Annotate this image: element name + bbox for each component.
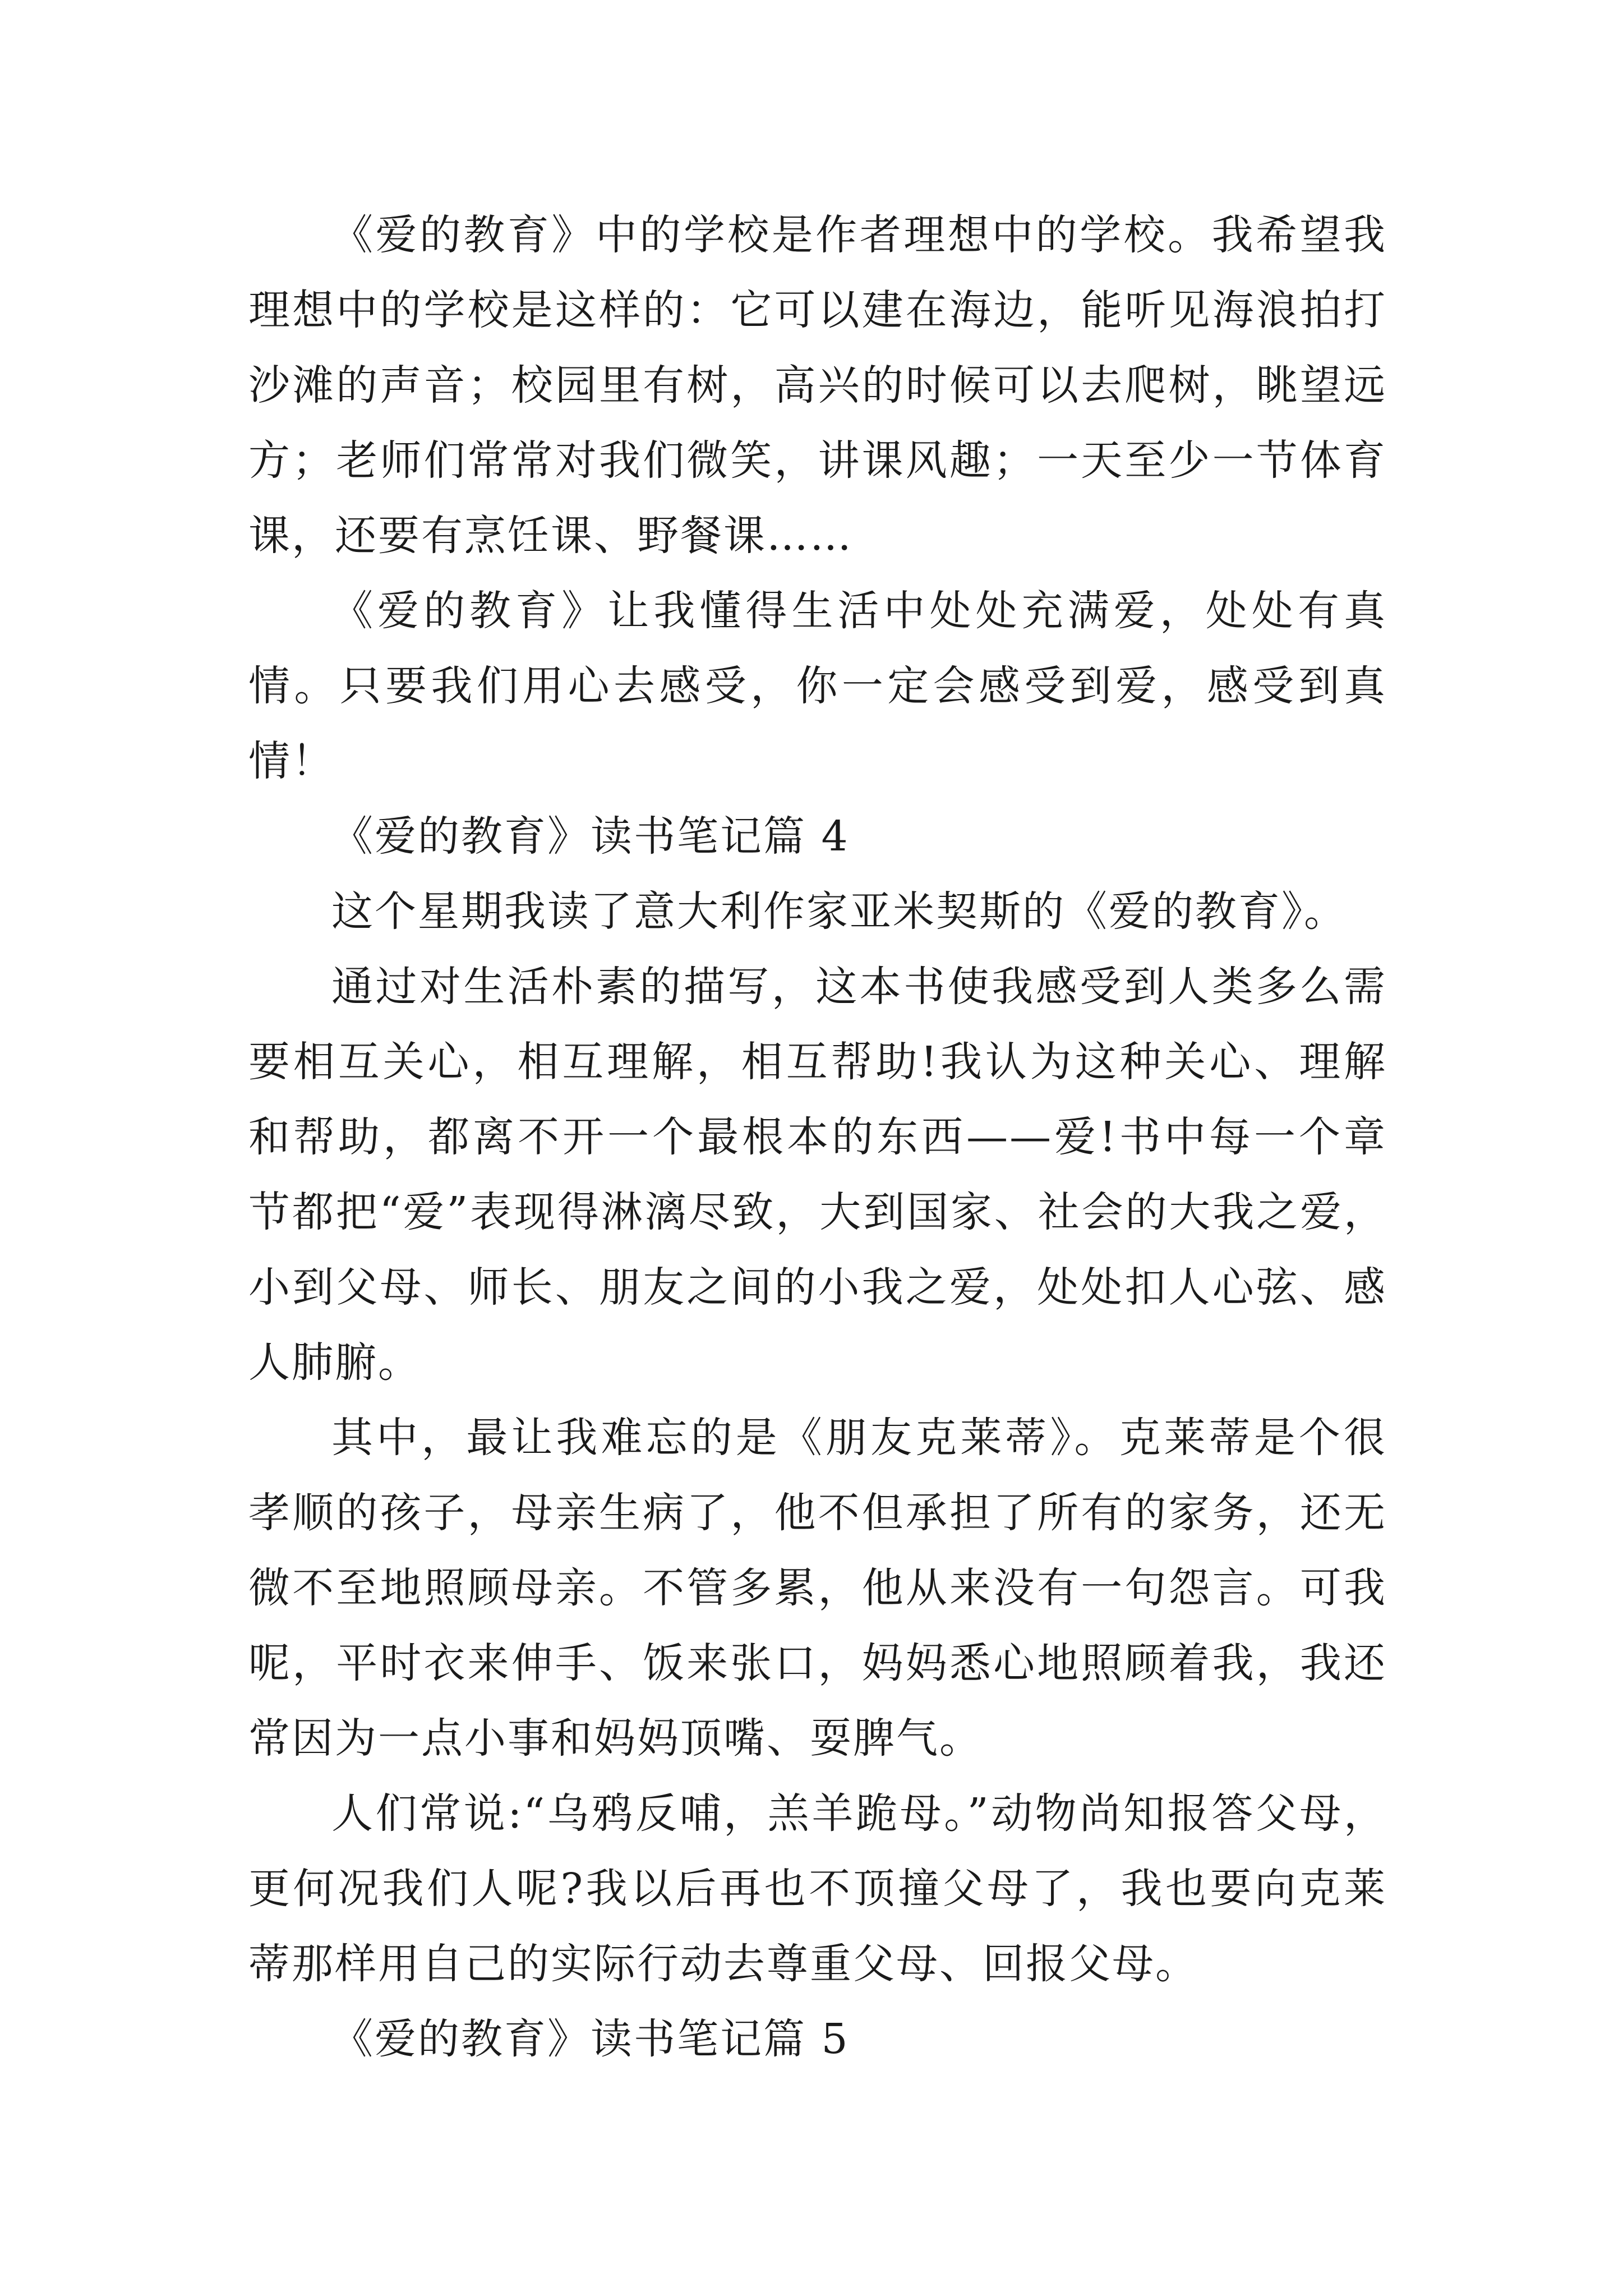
document-body — [248, 197, 1387, 2077]
section-heading-4: 《爱的教育》读书笔记篇 4 — [331, 812, 850, 861]
paragraph-ideal-school: 《爱的教育》中的学校是作者理想中的学校。我希望我理想中的学校是这样的：它可以建在海边，能听见海浪拍打沙滩的声音；校园里有树，高兴的时候可以去爬树，眺望远方；老师们常常对我们微笑，讲课风趣；一天至少一节体育课，还要有烹饪课、野餐课…… — [248, 211, 1387, 560]
paragraph-love-everywhere: 《爱的教育》让我懂得生活中处处充满爱，处处有真情。只要我们用心去感受，你一定会感受到爱，感受到真情！ — [248, 587, 1387, 785]
paragraph-read-this-week: 这个星期我读了意大利作家亚米契斯的《爱的教育》。 — [331, 887, 1347, 936]
paragraph-filial-piety: 人们常说:“乌鸦反哺，羔羊跪母。”动物尚知报答父母，更何况我们人呢?我以后再也不顶撞父母了，我也要向克莱蒂那样用自己的实际行动去尊重父母、回报父母。 — [248, 1789, 1387, 1988]
section-heading-5: 《爱的教育》读书笔记篇 5 — [331, 2015, 850, 2063]
paragraph-mutual-care: 通过对生活朴素的描写，这本书使我感受到人类多么需要相互关心，相互理解，相互帮助!我认为这种关心、理解和帮助，都离不开一个最根本的东西——爱!书中每一个章节都把“爱”表现得淋漓尽致，大到国家、社会的大我之爱，小到父母、师长、朋友之间的小我之爱，处处扣人心弦、感人肺腑。 — [248, 963, 1387, 1387]
paragraph-friend-crettie: 其中，最让我难忘的是《朋友克莱蒂》。克莱蒂是个很孝顺的孩子，母亲生病了，他不但承担了所有的家务，还无微不至地照顾母亲。不管多累，他从来没有一句怨言。可我呢，平时衣来伸手、饭来张口，妈妈悉心地照顾着我，我还常因为一点小事和妈妈顶嘴、耍脾气。 — [248, 1414, 1387, 1763]
